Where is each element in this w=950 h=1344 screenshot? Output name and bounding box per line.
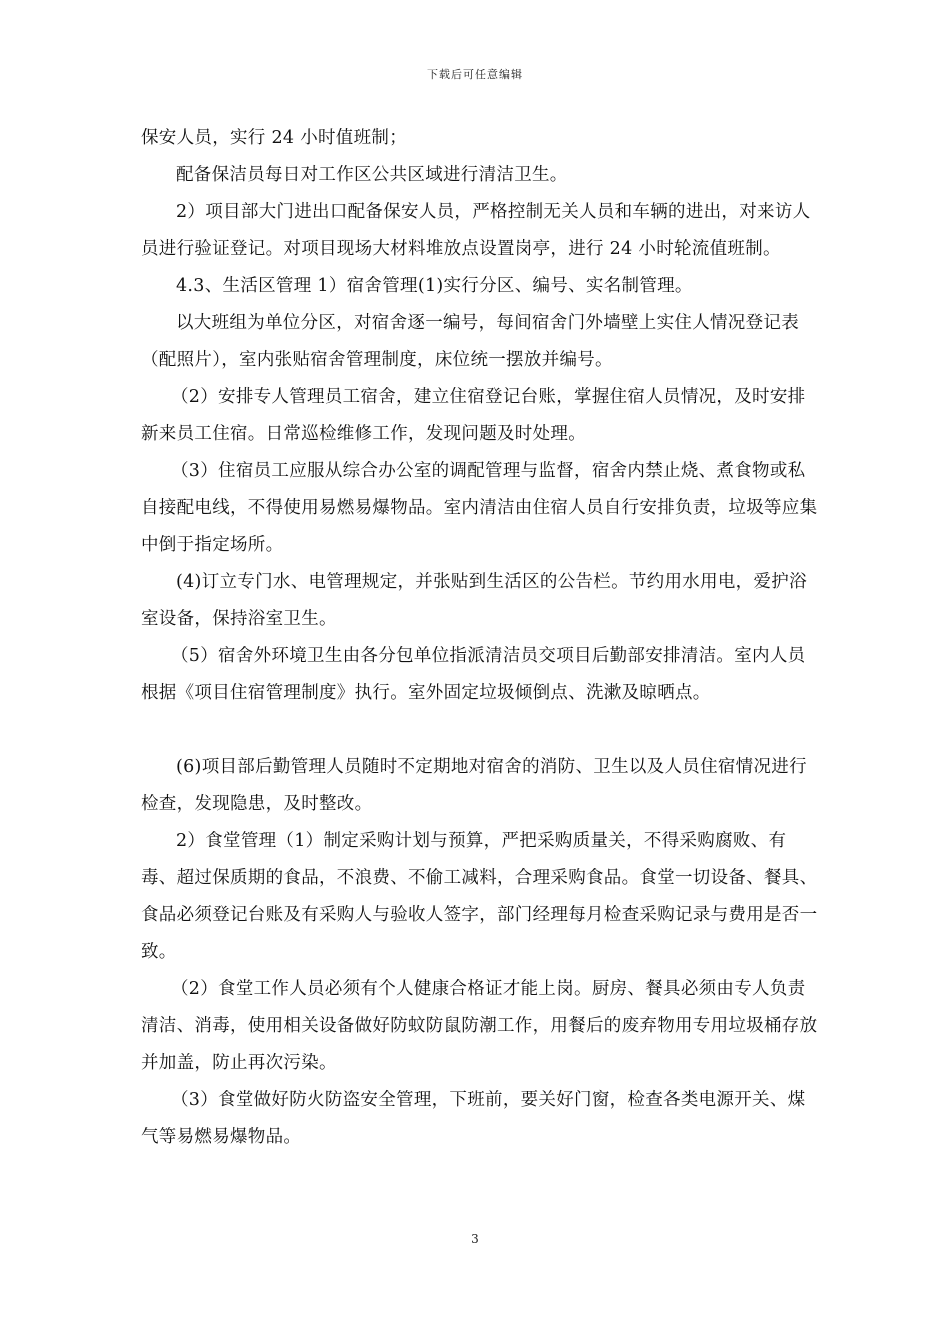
paragraph-1: 保安人员，实行 24 小时值班制； — [141, 128, 407, 148]
paragraph-4: 4.3、生活区管理 1）宿舍管理(1)实行分区、编号、实名制管理。 — [176, 276, 693, 296]
page-number: 3 — [471, 1232, 479, 1246]
paragraph-3: 2）项目部大门进出口配备保安人员，严格控制无关人员和车辆的进出，对来访人员进行验证登记。对项目现场大材料堆放点设置岗亭，进行 24 小时轮流值班制。 — [141, 202, 811, 259]
paragraph-8: (4)订立专门水、电管理规定，并张贴到生活区的公告栏。节约用水用电，爱护浴室设备，保持浴室卫生。 — [141, 572, 807, 629]
paragraph-13: （3）食堂做好防火防盗安全管理，下班前，要关好门窗，检查各类电源开关、煤气等易燃易爆物品。 — [141, 1090, 806, 1147]
paragraph-5: 以大班组为单位分区，对宿舍逐一编号，每间宿舍门外墙壁上实住人情况登记表（配照片），室内张贴宿舍管理制度，床位统一摆放并编号。 — [141, 313, 799, 370]
paragraph-2: 配备保洁员每日对工作区公共区域进行清洁卫生。 — [176, 165, 568, 185]
paragraph-9: （5）宿舍外环境卫生由各分包单位指派清洁员交项目后勤部安排清洁。室内人员根据《项目住宿管理制度》执行。室外固定垃圾倾倒点、洗漱及晾晒点。 — [141, 646, 806, 703]
page-header: 下载后可任意编辑 — [427, 68, 523, 81]
paragraph-6: （2）安排专人管理员工宿舍，建立住宿登记台账，掌握住宿人员情况，及时安排新来员工住宿。日常巡检维修工作，发现问题及时处理。 — [141, 387, 806, 444]
document-body — [141, 120, 821, 1156]
paragraph-10: (6)项目部后勤管理人员随时不定期地对宿舍的消防、卫生以及人员住宿情况进行检查，发现隐患，及时整改。 — [141, 757, 807, 814]
paragraph-7: （3）住宿员工应服从综合办公室的调配管理与监督，宿舍内禁止烧、煮食物或私自接配电线，不得使用易燃易爆物品。室内清洁由住宿人员自行安排负责，垃圾等应集中倒于指定场所。 — [141, 461, 818, 555]
paragraph-11: 2）食堂管理（1）制定采购计划与预算，严把采购质量关，不得采购腐败、有毒、超过保质期的食品，不浪费、不偷工减料，合理采购食品。食堂一切设备、餐具、食品必须登记台账及有采购人与验收人签字，部门经理每月检查采购记录与费用是否一致。 — [141, 831, 818, 962]
paragraph-12: （2）食堂工作人员必须有个人健康合格证才能上岗。厨房、餐具必须由专人负责清洁、消毒，使用相关设备做好防蚊防鼠防潮工作，用餐后的废弃物用专用垃圾桶存放并加盖，防止再次污染。 — [141, 979, 818, 1073]
